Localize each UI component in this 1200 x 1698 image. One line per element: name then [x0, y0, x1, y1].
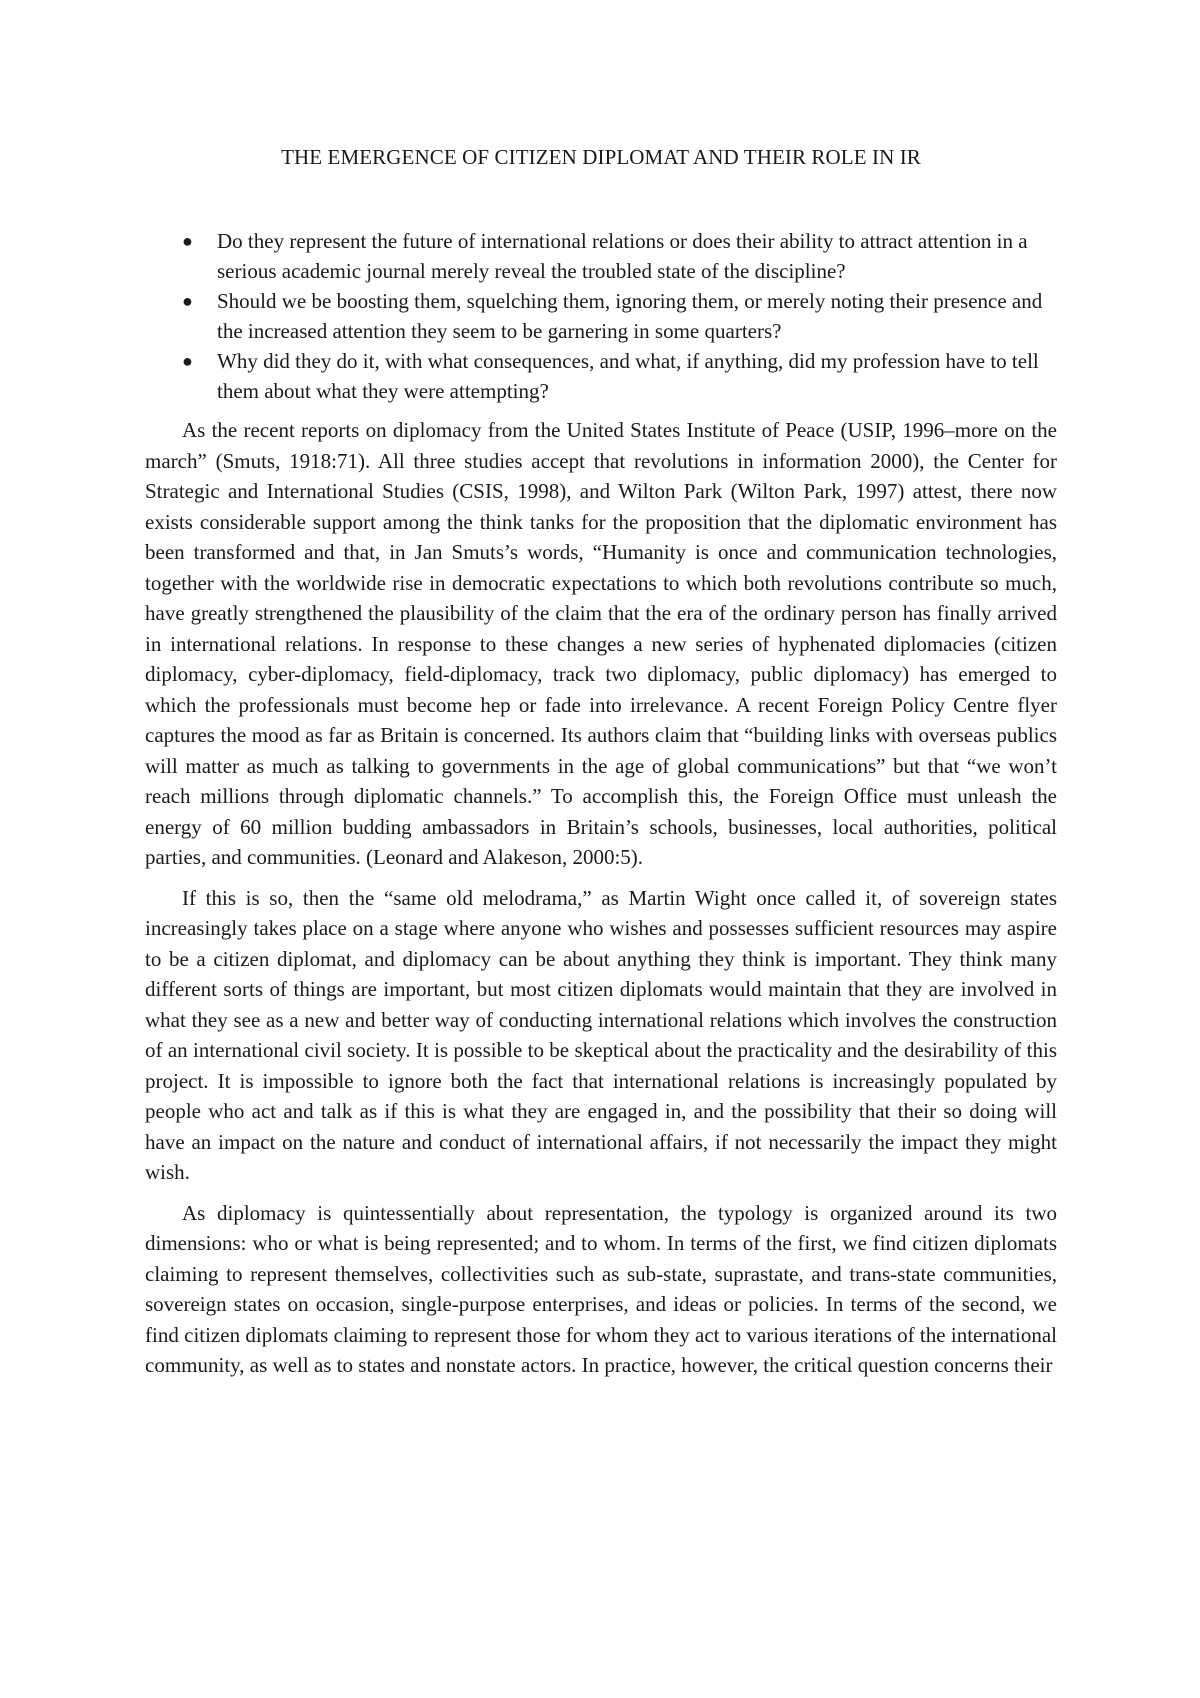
- body-paragraph: If this is so, then the “same old melodrama,” as Martin Wight once called it, of sovereign states increasingly takes place on a stage where anyone who wishes and possesses sufficient resources may aspire to be a citizen diplomat, and diplomacy can be about anything they think is important. They think many different sorts of things are important, but most citizen diplomats would maintain that they are involved in what they see as a new and better way of conducting international relations which involves the construction of an international civil society. It is possible to be skeptical about the practicality and the desirability of this project. It is impossible to ignore both the fact that international relations is increasingly populated by people who act and talk as if this is what they are engaged in, and the possibility that their so doing will have an impact on the nature and conduct of international affairs, if not necessarily the impact they might wish.: [145, 885, 1057, 1184]
- body-paragraph: As diplomacy is quintessentially about representation, the typology is organized around its two dimensions: who or what is being represented; and to whom. In terms of the first, we find citizen diplomats claiming to represent themselves, collectivities such as sub-state, suprastate, and trans-state communities, sovereign states on occasion, single-purpose enterprises, and ideas or policies. In terms of the second, we find citizen diplomats claiming to represent those for whom they act to various iterations of the international community, as well as to states and nonstate actors. In practice, however, the critical question concerns their: [145, 1200, 1057, 1377]
- list-item: [182, 286, 1057, 346]
- list-item: [182, 226, 1057, 286]
- document-title: THE EMERGENCE OF CITIZEN DIPLOMAT AND THEIR ROLE IN IR: [281, 145, 921, 169]
- question-text: Why did they do it, with what consequences, and what, if anything, did my profession have to tell them about what they were attempting?: [217, 349, 1039, 403]
- question-text: Should we be boosting them, squelching them, ignoring them, or merely noting their presence and the increased attention they seem to be garnering in some quarters?: [217, 289, 1043, 343]
- bullet-icon: ●: [182, 351, 193, 371]
- bullet-icon: ●: [182, 291, 193, 311]
- body-paragraph: As the recent reports on diplomacy from the United States Institute of Peace (USIP, 1996–more on the march” (Smuts, 1918:71). All three studies accept that revolutions in information 2000), the Center for Strategic and International Studies (CSIS, 1998), and Wilton Park (Wilton Park, 1997) attest, there now exists considerable support among the think tanks for the proposition that the diplomatic environment has been transformed and that, in Jan Smuts’s words, “Humanity is once and communication technologies, together with the worldwide rise in democratic expectations to which both revolutions contribute so much, have greatly strengthened the plausibility of the claim that the era of the ordinary person has finally arrived in international relations. In response to these changes a new series of hyphenated diplomacies (citizen diplomacy, cyber-diplomacy, field-diplomacy, track two diplomacy, public diplomacy) has emerged to which the professionals must become hep or fade into irrelevance. A recent Foreign Policy Centre flyer captures the mood as far as Britain is concerned. Its authors claim that “building links with overseas publics will matter as much as talking to governments in the age of global communications” but that “we won’t reach millions through diplomatic channels.” To accomplish this, the Foreign Office must unleash the energy of 60 million budding ambassadors in Britain’s schools, businesses, local authorities, political parties, and communities. (Leonard and Alakeson, 2000:5).: [145, 418, 1057, 869]
- document-content: [145, 144, 1057, 1391]
- question-list: [145, 226, 1057, 406]
- bullet-icon: ●: [182, 231, 193, 251]
- question-text: Do they represent the future of international relations or does their ability to attract attention in a serious academic journal merely reveal the troubled state of the discipline?: [217, 229, 1028, 283]
- list-item: [182, 346, 1057, 406]
